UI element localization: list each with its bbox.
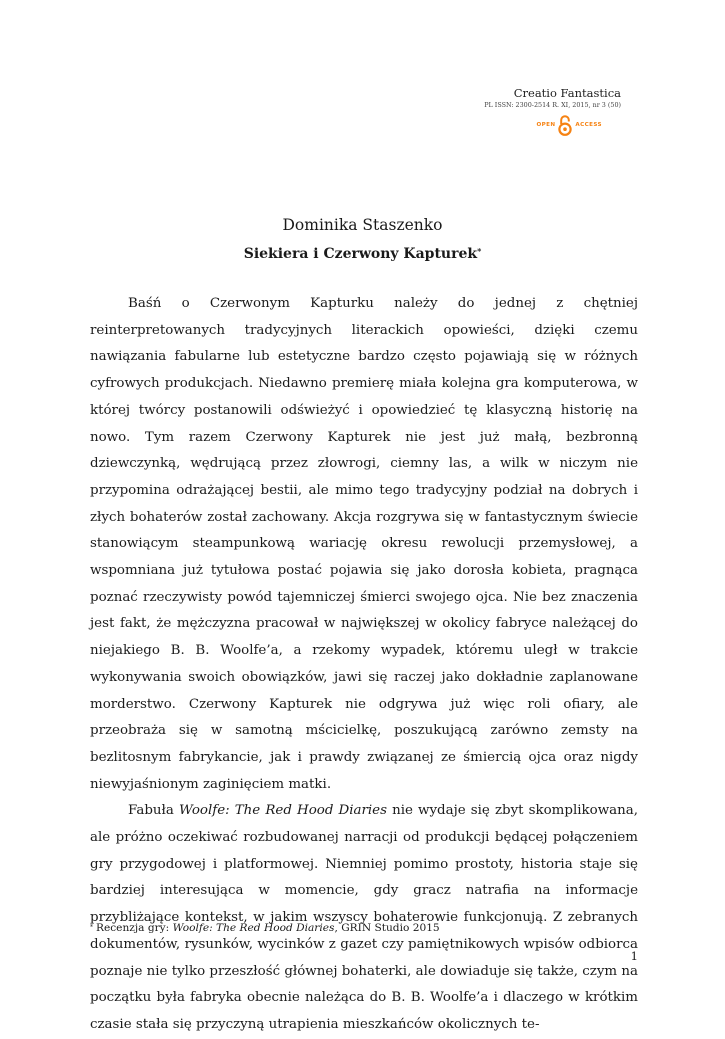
footnote-mark: *: [90, 924, 93, 931]
open-access-right-label: ACCESS: [575, 122, 602, 128]
open-access-lock-icon: [558, 114, 572, 136]
article-title: [0, 244, 725, 264]
footnote-game-title: Woolfe: The Red Hood Diaries: [172, 922, 335, 934]
journal-name: Creatio Fantastica: [513, 86, 621, 100]
paragraph-2-intro: Fabuła: [128, 803, 179, 819]
issn-line: PL ISSN: 2300-2514 R. XI, 2015, nr 3 (50): [484, 101, 621, 109]
footnote: [90, 921, 638, 936]
article-title-text: Siekiera i Czerwony Kapturek: [243, 246, 478, 262]
journal-header: [421, 86, 621, 137]
footnote-suffix: , GRIN Studio 2015: [334, 922, 440, 934]
game-title-italic: Woolfe: The Red Hood Diaries: [179, 803, 387, 819]
title-footnote-mark: *: [477, 246, 482, 256]
open-access-left-label: OPEN: [536, 122, 556, 128]
open-access-logo: [421, 113, 621, 137]
paragraph-1: Baśń o Czerwonym Kapturku należy do jednej z chętniej reinterpretowanych tradycyjnych literackich opowieści, dzięki czemu nawiązania fabularne lub estetyczne bardzo często pojawiają się w różnych cyfrowych produkcjach. Niedawno premierę miała kolejna gra komputerowa, w której twórcy postanowili odświeżyć i opowiedzieć tę klasyczną historię na nowo. Tym razem Czerwony Kapturek nie jest już małą, bezbronną dziewczynką, wędrującą przez złowrogi, ciemny las, a wilk w niczym nie przypomina odrażającej bestii, ale mimo tego tradycyjny podział na dobrych i złych bohaterów został zachowany. Akcja rozgrywa się w fantastycznym świecie stanowiącym steampunkową wariację okresu rewolucji przemysłowej, a wspomniana już tytułowa postać pojawia się jako dorosła kobieta, pragnąca poznać rzeczywisty powód tajemniczej śmierci swojego ojca. Nie bez znaczenia jest fakt, że mężczyzna pracował w największej w okolicy fabryce należącej do niejakiego B. B. Woolfe’a, a rzekomy wypadek, któremu uległ w trakcie wykonywania swoich obowiązków, jawi się raczej jako dokładnie zaplanowane morderstwo. Czerwony Kapturek nie odgrywa już więc roli ofiary, ale przeobraża się w samotną mścicielkę, poszukującą zarówno zemsty na bezlitosnym fabrykancie, jak i prawdy związanej ze śmiercią ojca oraz nigdy niewyjaśnionym zaginięciem matki.: [90, 296, 638, 792]
paragraph-2-rest: nie wydaje się zbyt skomplikowana, ale próżno oczekiwać rozbudowanej narracji od produkcji będącej połączeniem gry przygodowej i platformowej. Niemniej pomimo prostoty, historia staje się bardziej interesująca w momencie, gdy gracz natrafia na informacje przybliżające kontekst, w jakim wszyscy bohaterowie funkcjonują. Z zebranych dokumentów, rysunków, wycinków z gazet czy pamiętnikowych wpisów odbiorca poznaje nie tylko przeszłość głównej bohaterki, ale dowiaduje się także, czym na początku była fabryka obecnie należąca do B. B. Woolfe’a i dlaczego w krótkim czasie stała się przyczyną utrapienia mieszkańców okolicznych te-: [90, 803, 639, 1032]
author-name: Dominika Staszenko: [282, 216, 443, 234]
paragraph-2: [90, 798, 638, 1038]
footnote-prefix: Recenzja gry:: [96, 922, 173, 934]
page-number: 1: [630, 949, 638, 963]
